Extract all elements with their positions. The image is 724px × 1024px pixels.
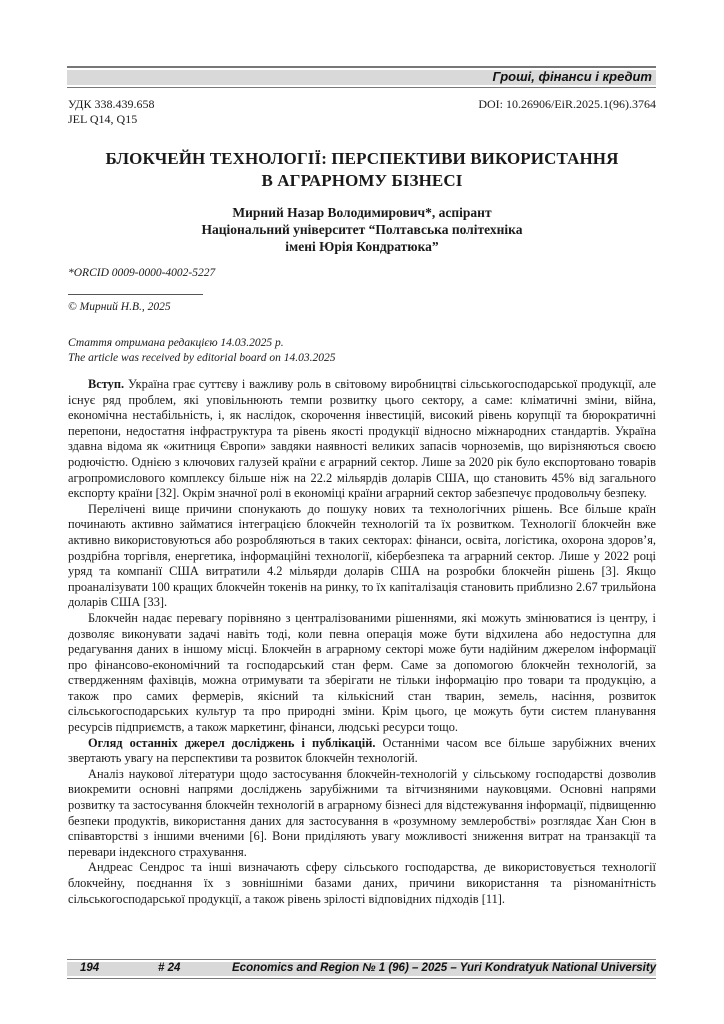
orcid: *ORCID 0009-0000-4002-5227 xyxy=(68,267,216,279)
paragraph-review xyxy=(68,736,656,767)
article-body xyxy=(68,377,656,907)
author-affiliation-line-1: Національний університет “Полтавська політехніка xyxy=(201,222,523,237)
author-affiliation-line-2: імені Юрія Кондратюка” xyxy=(285,239,439,254)
author-block xyxy=(68,204,656,255)
copyright-separator xyxy=(68,294,203,295)
footer-bottom-rule xyxy=(67,978,656,979)
paragraph-2: Перелічені вище причини спонукають до пошуку нових та технологічних рішень. Все більше країн починають активно займатися інтеграцією блокчейн технологій та їх розвитком. Технології блокчейн вже активно використовуються або розробляються в таких секторах: фінанси, освіта, логістика, охорона здоров’я, роздрібна торгівля, енергетика, інформаційні технології, кібербезпека та аграрний сектор. Лише у 2022 році уряд та компанії США витратили 4.2 мільярди доларів США на розробки блокчейн рішень [3]. Якщо проаналізувати 100 кращих блокчейн токенів на ринку, то їх капіталізація становить приблизно 2.67 трильйона доларів США [33]. xyxy=(68,501,656,610)
article-title xyxy=(68,148,656,192)
udk-code: УДК 338.439.658 xyxy=(68,97,155,111)
paragraph-5: Аналіз наукової літератури щодо застосування блокчейн-технологій у сільському господарстві дозволив виокремити основні напрями досліджень зарубіжними та вітчизняними науковцями. Основні напрями розвитку та застосування блокчейн технологій в аграрному бізнесі для відстежування інформації, підвищенню безпеки продуктів, використання даних для застосування в «розумному землеробстві» розглядає Хан Сюн в співавторстві з іншими вченими [6]. Вони приділяють увагу можливості зниження витрат на транзакції та перевари індексного страхування. xyxy=(68,766,656,859)
article-title-line-1: БЛОКЧЕЙН ТЕХНОЛОГІЇ: ПЕРСПЕКТИВИ ВИКОРИСТАННЯ xyxy=(105,149,619,168)
journal-section-title: Гроші, фінанси і кредит xyxy=(492,69,652,84)
journal-footer: Economics and Region № 1 (96) – 2025 – Yuri Kondratyuk National University xyxy=(232,962,657,974)
page-number: 194 xyxy=(80,962,100,974)
footer-top-rule xyxy=(67,959,656,960)
review-text: Останніми часом все більше зарубіжних вчених звертають увагу на перспективи та розвиток блокчейн технологій. xyxy=(68,735,656,766)
received-note xyxy=(68,336,335,366)
copyright: © Мирний Н.В., 2025 xyxy=(68,301,171,313)
paragraph-3: Блокчейн надає перевагу порівняно з централізованими рішеннями, які можуть змінюватися із центру, і дозволяє виконувати задачі навіть тоді, коли певна операція може бути відхилена або недоступна для редагування даних в іншому місці. Блокчейн в аграрному секторі може бути надійним джерелом інформації про фінансово-економічний та господарський стан ферм. Саме за допомогою блокчейн технологій, за ствердженням фахівців, можна отримувати та зберігати не тільки інформацію про товари та продукцію, а також про самих фермерів, якісний та кількісний стан тварин, земель, насіння, розвиток сільськогосподарських культур та про природні зміни. Крім цього, це можуть бути систем планування ресурсів підприємств, а також маркетинг, фінанси, людські ресурси тощо. xyxy=(68,610,656,735)
author-name: Мирний Назар Володимирович*, аспірант xyxy=(232,205,492,220)
received-ua: Стаття отримана редакцією 14.03.2025 р. xyxy=(68,337,284,349)
header-top-rule xyxy=(67,66,656,68)
header-bottom-rule xyxy=(67,87,656,88)
article-title-line-2: В АГРАРНОМУ БІЗНЕСІ xyxy=(261,171,463,190)
intro-text: Україна грає суттєву і важливу роль в світовому виробництві сільськогосподарської продукції, але існує ряд проблем, які уповільнюють темпи розвитку цього сектору, а саме: кліматичні зміни, війна, економічна нестабільність, і, як наслідок, скорочення інвестицій, високий рівень корупції та бюрократичні перепони, недостатня інфраструктура та рівень якості продукції відносно міжнародних стандартів. Україна здавна відома як «житниця Європи» завдяки наявності великих запасів чорноземів, що вирізняються своєю родючістю. Однією з ключових галузей країни є аграрний сектор. Лише за 2020 рік було експортовано товарів агропромислового комплексу більше ніж на 22.2 мільярдів доларів США, що становить 45% від загального експорту країни [32]. Окрім значної ролі в економіці країни аграрний сектор забезпечує продовольчу безпеку. xyxy=(68,377,656,501)
paragraph-intro xyxy=(68,377,656,502)
doi: DOI: 10.26906/EiR.2025.1(96).3764 xyxy=(478,97,656,111)
received-en: The article was received by editorial board on 14.03.2025 xyxy=(68,352,336,364)
issue-number: # 24 xyxy=(158,962,181,974)
review-heading: Огляд останніх джерел досліджень і публікацій. xyxy=(88,735,376,750)
paragraph-6: Андреас Сендрос та інші визначають сферу сільського господарства, де використовується технології блокчейну, поєднання їх з зовнішніми базами даних, причини використання та різноманітність сільськогосподарської продукції, а також рівень зрілості відповідних підходів [11]. xyxy=(68,860,656,906)
intro-heading: Вступ. xyxy=(88,377,125,391)
jel-codes: JEL Q14, Q15 xyxy=(68,112,138,126)
